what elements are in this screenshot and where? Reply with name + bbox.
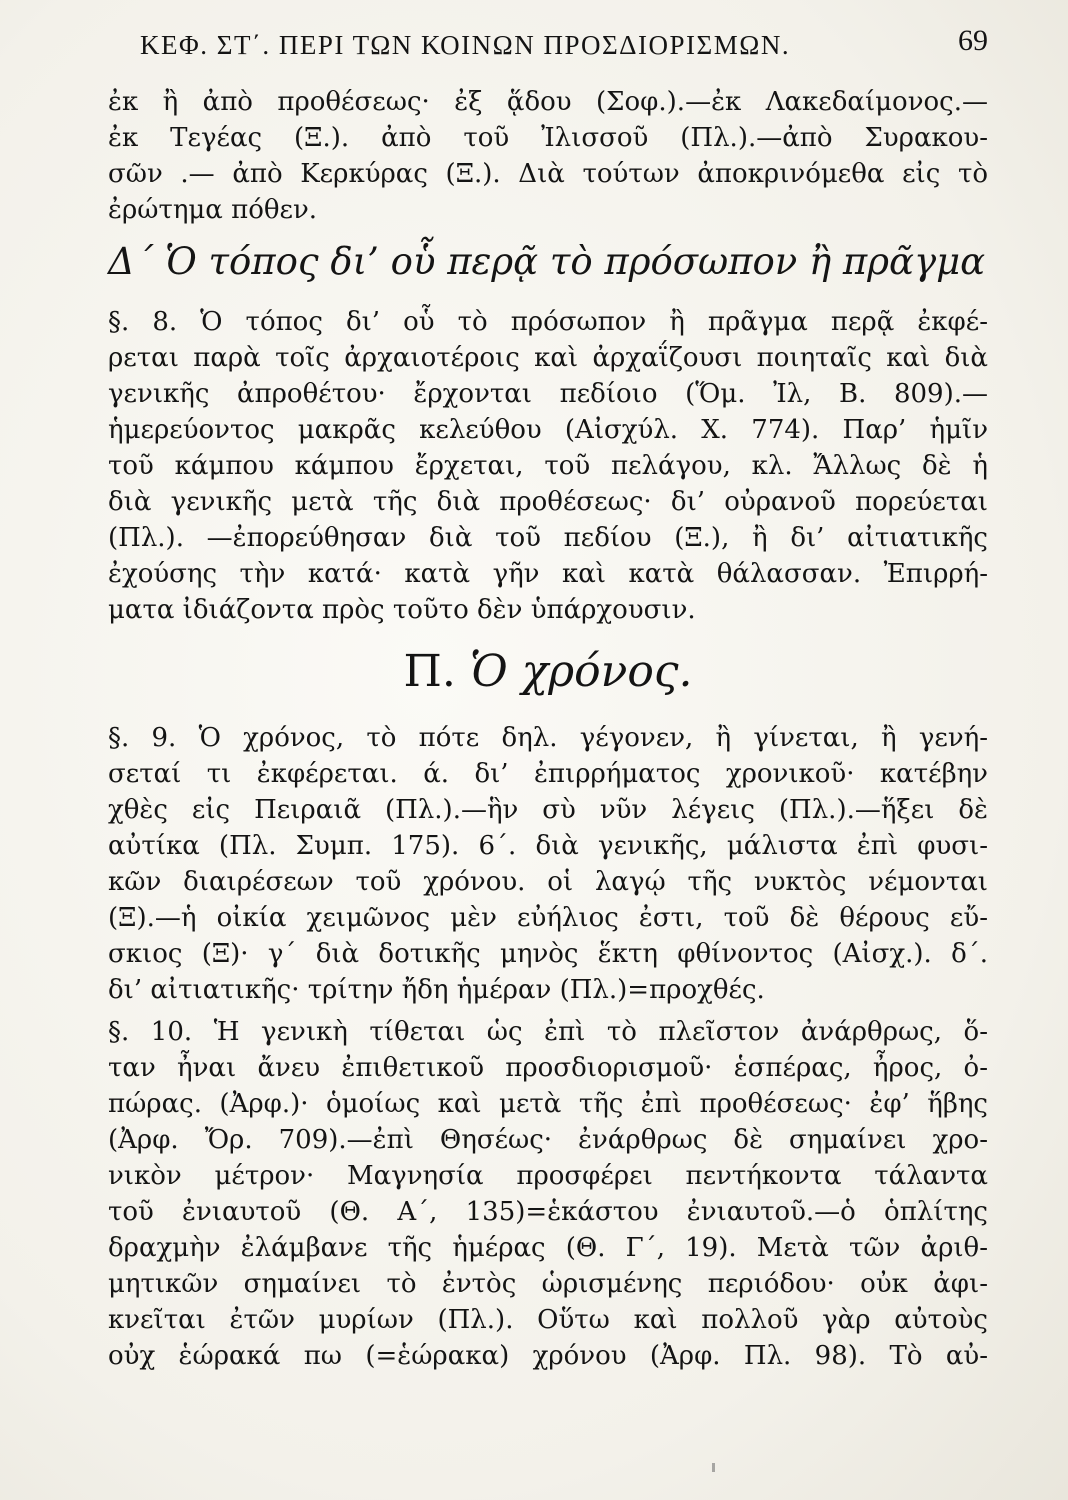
text-line: γενικῆς ἀπροθέτου· ἔρχονται πεδίοιο (Ὅμ. Ἰλ, Β. 809).— — [108, 379, 988, 409]
text-line: (Ξ).—ἡ οἰκία χειμῶνος μὲν εὐήλιος ἐστι, τοῦ δὲ θέρους εὔ- — [108, 903, 988, 933]
page-number: 69 — [958, 24, 988, 57]
text-line: πώρας. (Ἀρφ.)· ὁμοίως καὶ μετὰ τῆς ἐπὶ προθέσεως· ἐφ’ ἥβης — [108, 1089, 988, 1119]
text-line: σεταί τι ἐκφέρεται. ά. δι’ ἐπιρρήματος χρονικοῦ· κατέβην — [108, 759, 988, 789]
text-line: κῶν διαιρέσεων τοῦ χρόνου. οἱ λαγῴ τῆς νυκτὸς νέμονται — [108, 867, 988, 897]
text-line: ἐκ Τεγέας (Ξ.). ἀπὸ τοῦ Ἰλισσοῦ (Πλ.).—ἀπὸ Συρακου- — [108, 123, 988, 153]
text-line: κνεῖται ἐτῶν μυρίων (Πλ.). Οὕτω καὶ πολλοῦ γὰρ αὐτοὺς — [108, 1305, 988, 1335]
text-line: ματα ἰδιάζοντα πρὸς τοῦτο δὲν ὑπάρχουσιν. — [108, 595, 696, 625]
page-header — [140, 24, 1000, 74]
text-line: δραχμὴν ἐλάμβανε τῆς ἡμέρας (Θ. Γ΄, 19). Μετὰ τῶν ἀριθ- — [108, 1233, 988, 1263]
text-line: ἡμερεύοντος μακρᾶς κελεύθου (Αἰσχύλ. Χ. 774). Παρ’ ἡμῖν — [108, 415, 988, 445]
section-heading-pi-label: Π. — [403, 646, 456, 697]
section-heading-pi-text: Ὁ χρόνος. — [469, 646, 693, 697]
text-line: §. 9. Ὁ χρόνος, τὸ πότε δηλ. γέγονεν, ἢ γίνεται, ἢ γενή- — [108, 723, 988, 753]
section-heading-delta: Δ΄ Ὁ τόπος δι’ οὗ περᾷ τὸ πρόσωπον ἢ πρᾶγμα — [108, 240, 986, 283]
text-line: χθὲς εἰς Πειραιᾶ (Πλ.).—ἣν σὺ νῦν λέγεις (Πλ.).—ἥξει δὲ — [108, 795, 988, 825]
text-line: σκιος (Ξ)· γ΄ διὰ δοτικῆς μηνὸς ἕκτη φθίνοντος (Αἰσχ.). δ΄. — [108, 939, 988, 969]
text-line: §. 10. Ἡ γενικὴ τίθεται ὡς ἐπὶ τὸ πλεῖστον ἀνάρθρως, ὅ- — [108, 1017, 988, 1047]
text-line: αὐτίκα (Πλ. Συμπ. 175). 6΄. διὰ γενικῆς, μάλιστα ἐπὶ φυσι- — [108, 831, 988, 861]
text-line: ρεται παρὰ τοῖς ἀρχαιοτέροις καὶ ἀρχαΐζουσι ποιηταῖς καὶ διὰ — [108, 343, 988, 373]
text-line: ταν ἦναι ἄνευ ἐπιθετικοῦ προσδιορισμοῦ· ἑσπέρας, ἦρος, ὀ- — [108, 1053, 988, 1083]
text-line: οὐχ ἑώρακά πω (=ἑώρακα) χρόνου (Ἀρφ. Πλ. 98). Τὸ αὐ- — [108, 1341, 988, 1371]
text-line: σῶν .— ἀπὸ Κερκύρας (Ξ.). Διὰ τούτων ἀποκρινόμεθα εἰς τὸ — [108, 159, 988, 189]
text-line: τοῦ κάμπου κάμπου ἔρχεται, τοῦ πελάγου, κλ. Ἄλλως δὲ ἡ — [108, 451, 988, 481]
text-line: διὰ γενικῆς μετὰ τῆς διὰ προθέσεως· δι’ οὐρανοῦ πορεύεται — [108, 487, 988, 517]
print-mark — [712, 1463, 715, 1472]
running-title: ΚΕΦ. ΣΤ΄. ΠΕΡΙ ΤΩΝ ΚΟΙΝΩΝ ΠΡΟΣΔΙΟΡΙΣΜΩΝ. — [140, 30, 791, 60]
text-line: μητικῶν σημαίνει τὸ ἐντὸς ὡρισμένης περιόδου· οὐκ ἀφι- — [108, 1269, 988, 1299]
text-line: νικὸν μέτρον· Μαγνησία προσφέρει πεντήκοντα τάλαντα — [108, 1161, 988, 1191]
text-line: δι’ αἰτιατικῆς· τρίτην ἤδη ἡμέραν (Πλ.)=προχθές. — [108, 975, 765, 1005]
text-line: ἐκ ἢ ἀπὸ προθέσεως· ἐξ ᾅδου (Σοφ.).—ἐκ Λακεδαίμονος.— — [108, 87, 988, 117]
text-line: (Ἀρφ. Ὄρ. 709).—ἐπὶ Θησέως· ἐνάρθρως δὲ σημαίνει χρο- — [108, 1125, 988, 1155]
text-line: ἐχούσης τὴν κατά· κατὰ γῆν καὶ κατὰ θάλασσαν. Ἐπιρρή- — [108, 559, 988, 589]
text-line: ἐρώτημα πόθεν. — [108, 195, 318, 225]
text-line: §. 8. Ὁ τόπος δι’ οὗ τὸ πρόσωπον ἢ πρᾶγμα περᾷ ἐκφέ- — [108, 307, 988, 337]
text-line: τοῦ ἐνιαυτοῦ (Θ. Α΄, 135)=ἑκάστου ἐνιαυτοῦ.—ὁ ὁπλίτης — [108, 1197, 988, 1227]
text-line: (Πλ.). —ἐπορεύθησαν διὰ τοῦ πεδίου (Ξ.), ἢ δι’ αἰτιατικῆς — [108, 523, 988, 553]
section-heading-pi — [108, 644, 988, 700]
